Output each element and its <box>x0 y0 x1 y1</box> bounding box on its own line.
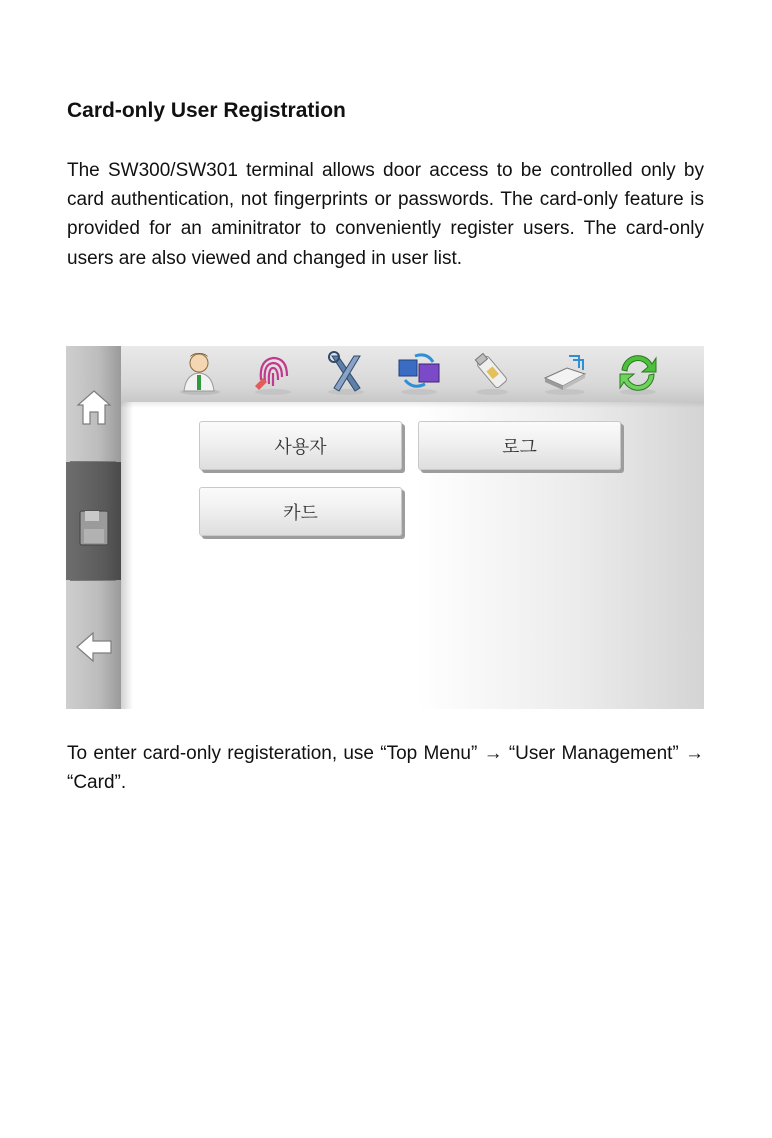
section-title: Card-only User Registration <box>67 99 346 122</box>
sidebar-divider <box>70 580 116 581</box>
router-icon[interactable] <box>541 350 589 396</box>
sidebar-divider <box>70 461 116 462</box>
top-menu-shadow <box>121 402 704 408</box>
home-icon[interactable] <box>76 388 112 428</box>
fingerprint-icon[interactable] <box>249 350 297 396</box>
user-icon[interactable] <box>176 350 224 396</box>
network-icon[interactable] <box>395 350 443 396</box>
usb-icon[interactable] <box>468 350 516 396</box>
log-button[interactable]: 로그 <box>418 421 621 470</box>
floppy-disk-icon[interactable] <box>78 509 110 547</box>
tools-icon[interactable] <box>322 350 370 396</box>
instruction-paragraph: To enter card-only registeration, use “Top Menu” → “User Management” → “Card”. <box>67 743 704 794</box>
device-screenshot <box>66 346 704 709</box>
intro-paragraph: The SW300/SW301 terminal allows door access to be controlled only by card authentication, not fingerprints or passwords. The card-only feature is provided for an aminitrator to conveniently register users. The card-only users are also viewed and changed in user list. <box>67 160 704 269</box>
refresh-icon[interactable] <box>614 350 662 396</box>
back-arrow-icon[interactable] <box>75 630 113 664</box>
user-button[interactable]: 사용자 <box>199 421 402 470</box>
card-button[interactable]: 카드 <box>199 487 402 536</box>
